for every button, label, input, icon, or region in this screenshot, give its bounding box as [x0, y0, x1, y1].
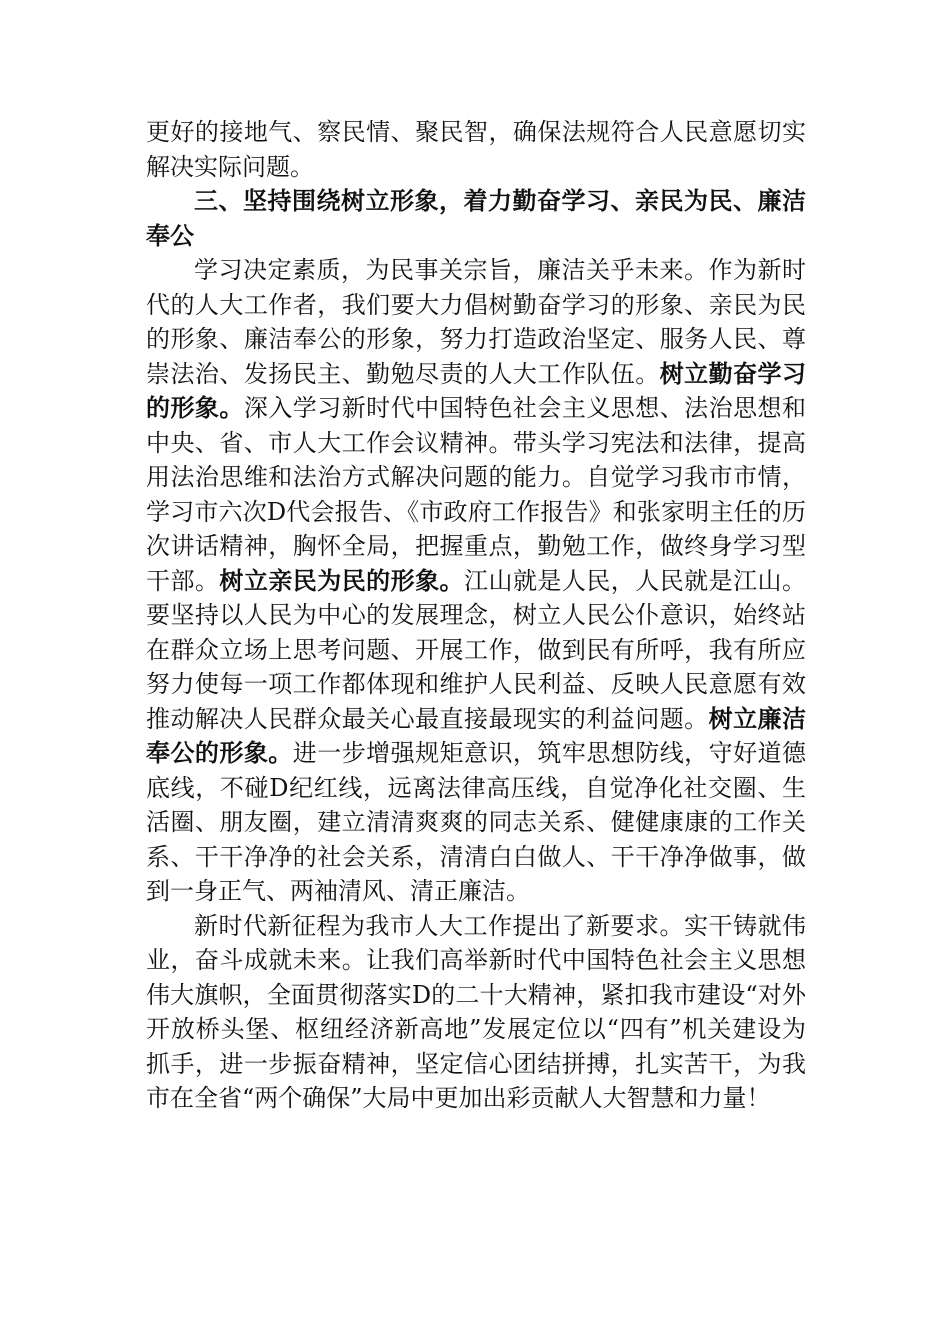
document-page: [146, 115, 806, 1116]
paragraph-image-building: [146, 253, 806, 909]
section-heading: 三、坚持围绕树立形象，着力勤奋学习、亲民为民、廉洁奉公: [146, 187, 806, 250]
bold-phrase-integrity: 树立廉洁奉公的形象。: [146, 704, 807, 767]
bold-phrase-people: 树立亲民为民的形象。: [219, 566, 465, 595]
paragraph-intro: 学习决定素质，为民事关宗旨，廉洁关乎未来。作为新时代的人大工作者，我们要大力倡树勤奋学习的形象、亲民为民的形象、廉洁奉公的形象，努力打造政治坚定、服务人民、尊崇法治、发扬民主、勤勉尽责的人大工作队伍。: [146, 256, 806, 388]
paragraph-people-text: 江山就是人民，人民就是江山。要坚持以人民为中心的发展理念，树立人民公仆意识，始终站在群众立场上思考问题、开展工作，做到民有所呼，我有所应努力使每一项工作都体现和维护人民利益、反映人民意愿有效推动解决人民群众最关心最直接最现实的利益问题。: [146, 566, 807, 733]
paragraph-conclusion: 新时代新征程为我市人大工作提出了新要求。实干铸就伟业，奋斗成就未来。让我们高举新时代中国特色社会主义思想伟大旗帜，全面贯彻落实D的二十大精神，紧扣我市建设“对外开放桥头堡、枢纽经济新高地”发展定位以“四有”机关建设为抓手，进一步振奋精神，坚定信心团结拼搏，扎实苦干，为我市在全省“两个确保”大局中更加出彩贡献人大智慧和力量！: [146, 911, 806, 1112]
paragraph-continued: 更好的接地气、察民情、聚民智，确保法规符合人民意愿切实解决实际问题。: [146, 118, 806, 181]
paragraph-study-text: 深入学习新时代中国特色社会主义思想、法治思想和中央、省、市人大工作会议精神。带头学习宪法和法律，提高用法治思维和法治方式解决问题的能力。自觉学习我市市情，学习市六次D代会报告、《市政府工作报告》和张家明主任的历次讲话精神，胸怀全局，把握重点，勤勉工作，做终身学习型干部。: [146, 394, 807, 595]
paragraph-integrity-text: 进一步增强规矩意识，筑牢思想防线，守好道德底线，不碰D纪红线，远离法律高压线，自觉净化社交圈、生活圈、朋友圈，建立清清爽爽的同志关系、健健康康的工作关系、干干净净的社会关系，清清白白做人、干干净净做事，做到一身正气、两袖清风、清正廉洁。: [146, 739, 807, 905]
bold-phrase-study: 树立勤奋学习的形象。: [146, 359, 807, 422]
